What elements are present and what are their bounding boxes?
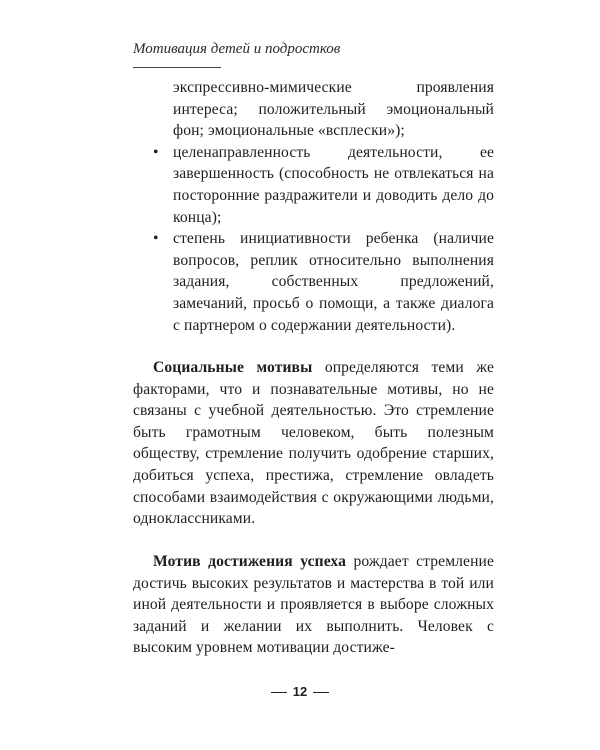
list-item xyxy=(133,77,494,142)
paragraph-social-motives xyxy=(133,357,494,530)
list-item xyxy=(133,228,494,336)
paragraph-lead-term: Социальные мотивы xyxy=(153,359,313,376)
folio-dash-left xyxy=(271,692,287,693)
paragraph-body: определяются теми же факторами, что и познавательные мотивы, но не связаны с учебной деятельностью. Это стремление быть грамотным человеком, быть полезным обществу, стремление получить одобрение старших, добиться успеха, престижа, стремление овладеть способами взаимодействия с окружающими людьми, одноклассниками. xyxy=(133,359,494,528)
bullet-marker: • xyxy=(153,143,159,161)
list-item-text: целенаправленность деятельности, ее завершенность (способность не отвлекаться на посторонние раздражители и доводить дело до конца); xyxy=(173,143,494,226)
paragraph-body: рождает стремление достичь высоких результатов и мастерства в той или иной деятельности и проявляется в выборе сложных заданий и желании их выполнить. Человек с высоким уровнем мотивации достиже- xyxy=(133,553,494,657)
page-number xyxy=(0,684,600,699)
criteria-list xyxy=(133,77,494,336)
list-item xyxy=(133,142,494,228)
bullet-marker: • xyxy=(153,230,159,248)
list-item-text: экспрессивно-мимические проявления интереса; положительный эмоциональный фон; эмоциональные «всплески»); xyxy=(173,79,494,140)
running-header: Мотивация детей и подростков xyxy=(133,41,341,57)
folio-dash-right xyxy=(313,692,329,693)
paragraph-lead-term: Мотив достижения успеха xyxy=(153,553,347,570)
paragraph-achievement-motive xyxy=(133,551,494,659)
header-rule xyxy=(133,67,221,68)
page-number-text: 12 xyxy=(292,684,308,699)
list-item-text: степень инициативности ребенка (наличие вопросов, реплик относительно выполнения задания, собственных предложений, замечаний, просьб о помощи, а также диалога с партнером о содержании деятельности). xyxy=(173,230,494,334)
